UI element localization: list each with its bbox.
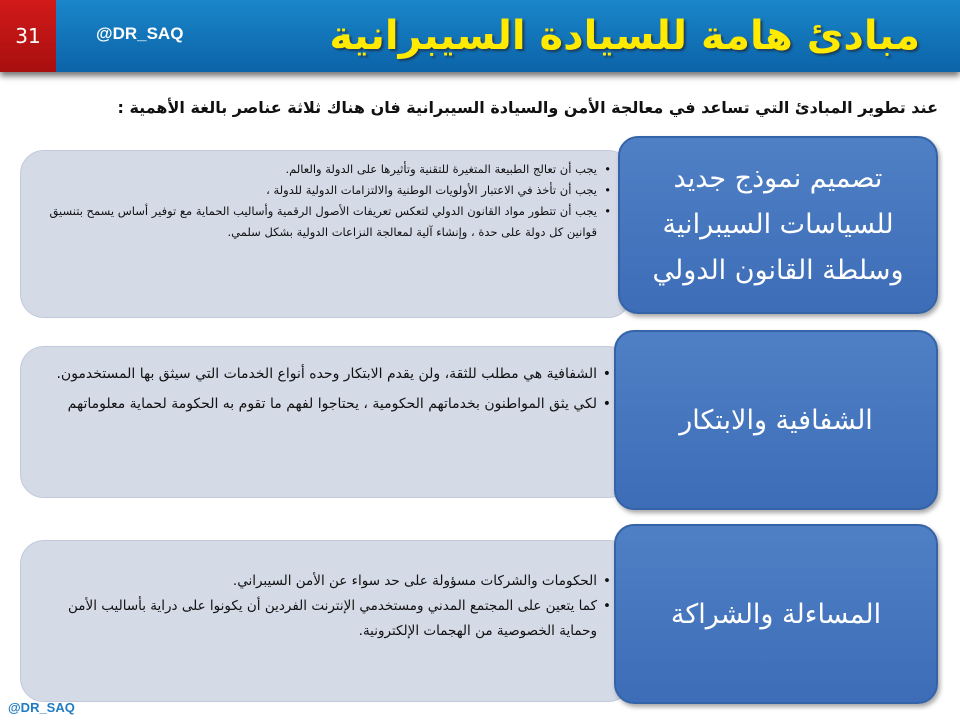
content-box-1: [20, 150, 632, 318]
section-row-1: [0, 136, 960, 318]
content-box-3: [20, 540, 632, 702]
page-number: 31: [0, 0, 56, 72]
label-box-3: [614, 524, 938, 704]
bullet-list-1: [31, 159, 597, 243]
slide-title: مبادئ هامة للسيادة السيبرانية: [329, 13, 920, 59]
bullet-list-3: [47, 569, 597, 644]
footer-handle: @DR_SAQ: [8, 700, 75, 715]
section-row-3: [0, 524, 960, 708]
label-text-3: المساءلة والشراكة: [670, 598, 882, 630]
content-box-2: [20, 346, 632, 498]
label-text-1: تصميم نموذج جديد للسياسات السيبرانية وسلطة القانون الدولي: [652, 163, 904, 286]
bullet-item: • يجب أن تأخذ في الاعتبار الأولويات الوطنية والالتزامات الدولية للدولة ،: [31, 180, 597, 201]
bullet-list-2: [47, 359, 597, 419]
author-handle: @DR_SAQ: [96, 24, 184, 43]
bullet-item: • لكي يثق المواطنون بخدماتهم الحكومية ، يحتاجوا لفهم ما تقوم به الحكومة لحماية معلوماتهم: [47, 389, 597, 419]
bullet-item: • الحكومات والشركات مسؤولة على حد سواء عن الأمن السيبراني.: [47, 569, 597, 594]
label-text-2: الشفافية والابتكار: [679, 404, 873, 436]
intro-text: عند تطوير المبادئ التي تساعد في معالجة الأمن والسيادة السيبرانية فان هناك ثلاثة عناصر بالغة الأهمية :: [117, 98, 938, 117]
bullet-item: • يجب أن تتطور مواد القانون الدولي لتعكس تعريفات الأصول الرقمية وأساليب الحماية مع توفير أساس يسمح بتنسيق قوانين كل دولة على حدة ، وإنشاء آلية لمعالجة النزاعات الدولية بشكل سلمي.: [31, 201, 597, 243]
bullet-item: • الشفافية هي مطلب للثقة، ولن يقدم الابتكار وحده أنواع الخدمات التي سيثق بها المستخدمون.: [47, 359, 597, 389]
section-row-2: [0, 330, 960, 510]
bullet-item: • يجب أن تعالج الطبيعة المتغيرة للتقنية وتأثيرها على الدولة والعالم.: [31, 159, 597, 180]
label-box-1: [618, 136, 938, 314]
bullet-item: • كما يتعين على المجتمع المدني ومستخدمي الإنترنت الفردين أن يكونوا على دراية بأساليب الأمن وحماية الخصوصية من الهجمات الإلكترونية.: [47, 594, 597, 644]
slide-header: [0, 0, 960, 72]
label-box-2: [614, 330, 938, 510]
